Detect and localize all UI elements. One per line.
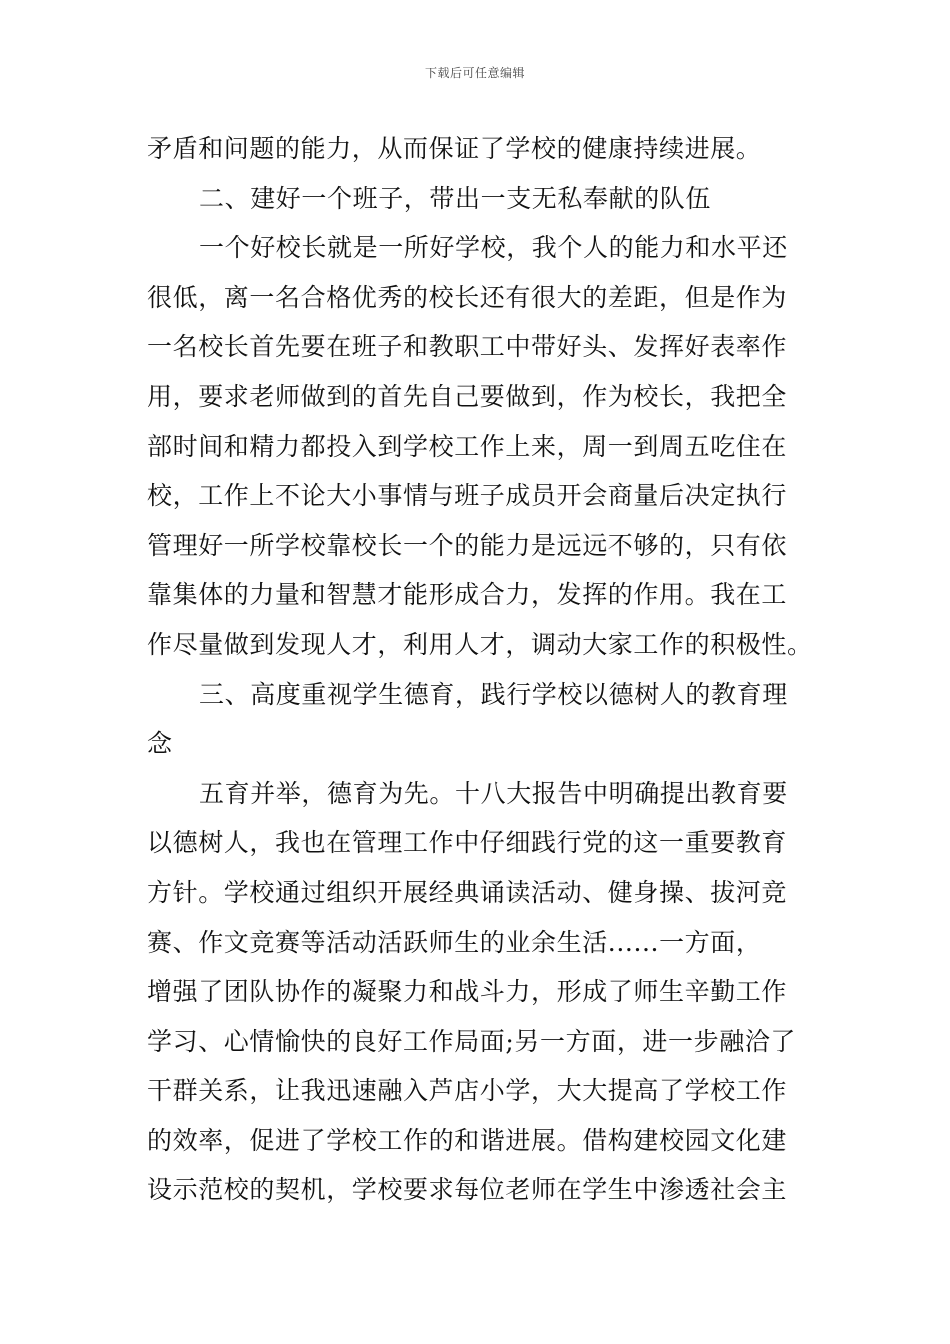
body-text [147,124,811,1215]
text-line: 的效率，促进了学校工作的和谐进展。借构建校园文化建 [147,1125,788,1155]
text-line: 部时间和精力都投入到学校工作上来，周一到周五吃住在 [147,431,788,461]
text-line: 矛盾和问题的能力，从而保证了学校的健康持续进展。 [147,134,762,163]
text-line: 很低，离一名合格优秀的校长还有很大的差距，但是作为 [147,282,788,312]
text-line: 作尽量做到发现人才，利用人才，调动大家工作的积极性。 [147,629,813,659]
text-line: 以德树人，我也在管理工作中仔细践行党的这一重要教育 [147,828,788,858]
text-line: 校，工作上不论大小事情与班子成员开会商量后决定执行 [147,481,788,511]
text-line: 用，要求老师做到的首先自己要做到，作为校长，我把全 [147,381,788,411]
section-heading: 三、高度重视学生德育，践行学校以德树人的教育理 [199,679,788,709]
text-line: 学习、心情愉快的良好工作局面;另一方面，进一步融洽了 [147,1026,797,1056]
text-line: 一个好校长就是一所好学校，我个人的能力和水平还 [199,233,788,263]
section-heading: 二、建好一个班子，带出一支无私奉献的队伍 [199,183,712,213]
text-line: 赛、作文竞赛等活动活跃师生的业余生活......一方面， [147,927,762,957]
text-line: 方针。学校通过组织开展经典诵读活动、健身操、拔河竞 [147,877,788,907]
text-line: 靠集体的力量和智慧才能形成合力，发挥的作用。我在工 [147,580,788,610]
section-heading-continued: 念 [147,729,173,759]
text-line: 管理好一所学校靠校长一个的能力是远远不够的，只有依 [147,530,788,560]
text-line: 增强了团队协作的凝聚力和战斗力，形成了师生辛勤工作 [147,977,788,1007]
page-header: 下载后可任意编辑 [424,66,525,80]
text-line: 设示范校的契机，学校要求每位老师在学生中渗透社会主 [147,1175,788,1205]
text-line: 一名校长首先要在班子和教职工中带好头、发挥好表率作 [147,332,788,362]
text-line: 五育并举，德育为先。十八大报告中明确提出教育要 [199,778,788,808]
text-line: 干群关系，让我迅速融入芦店小学，大大提高了学校工作 [147,1076,788,1106]
